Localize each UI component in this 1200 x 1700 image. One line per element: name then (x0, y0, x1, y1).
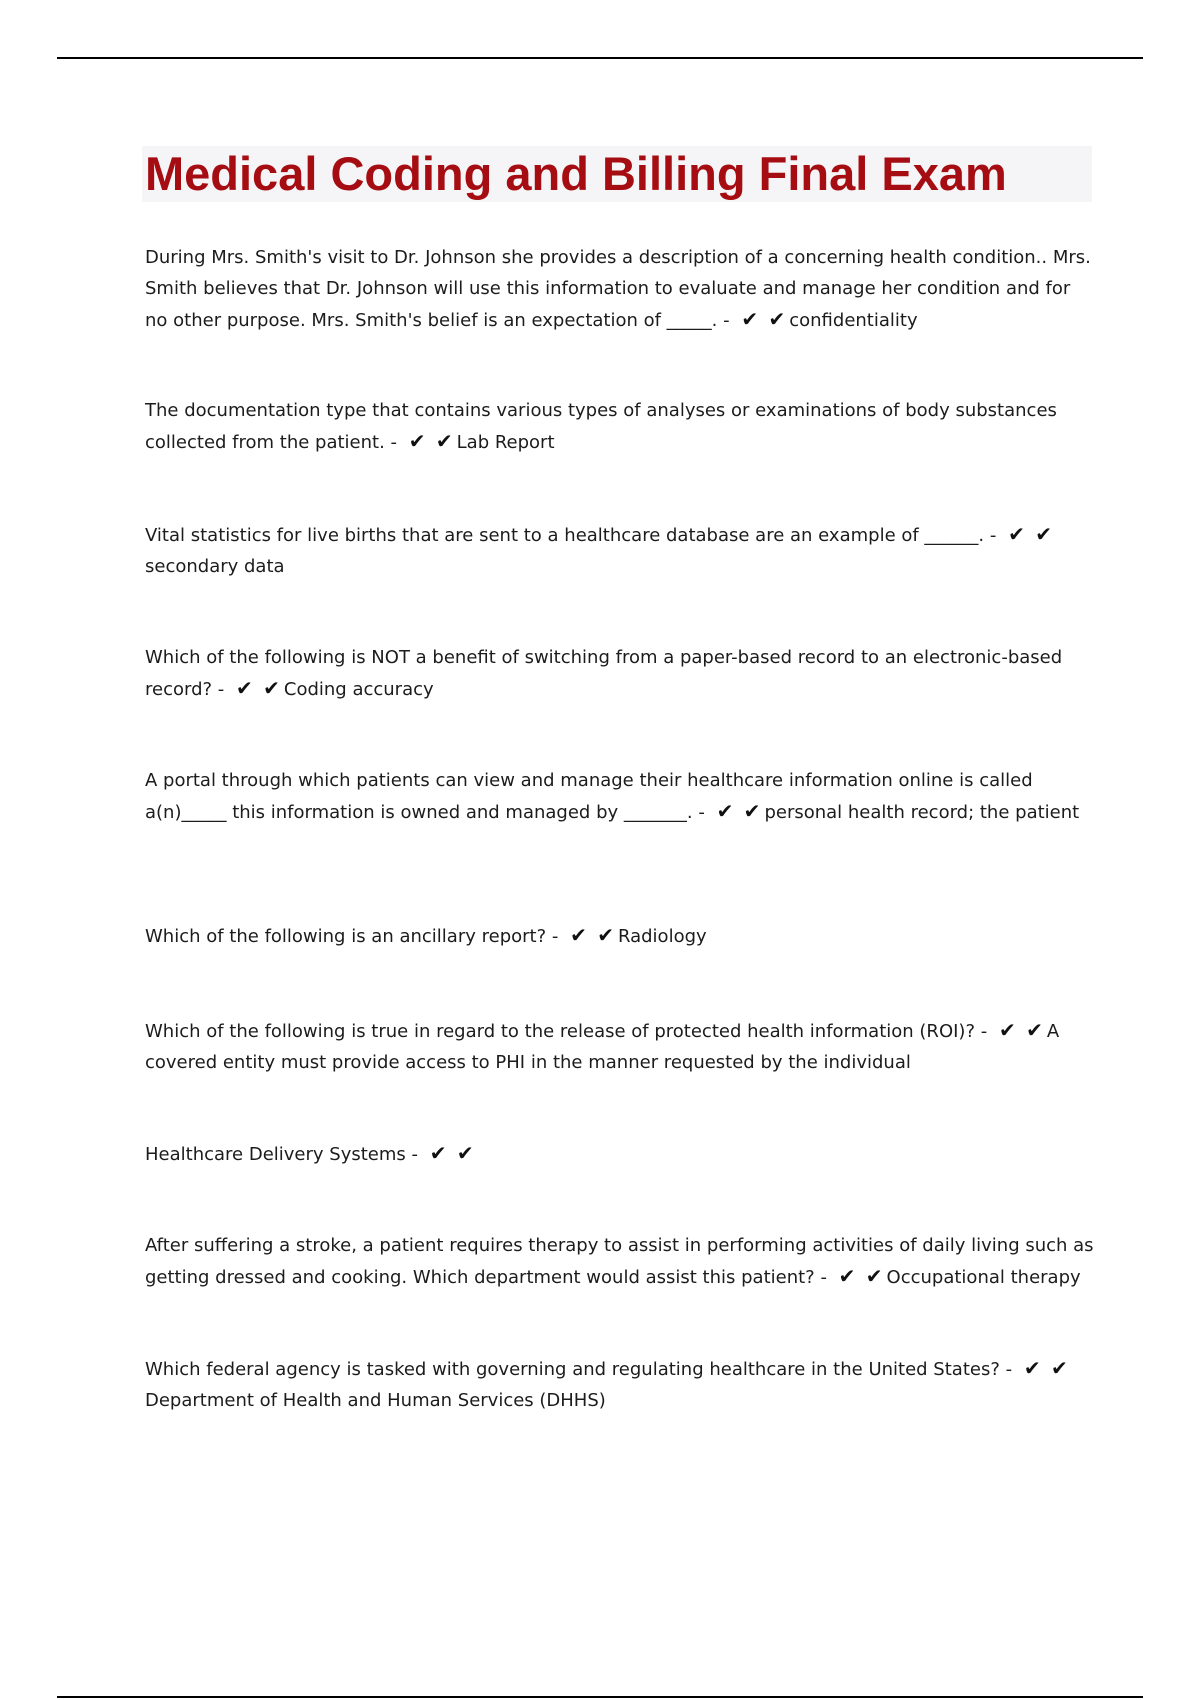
answer-text: confidentiality (789, 310, 918, 331)
qa-item-9 (145, 1230, 1095, 1293)
separator: - (212, 679, 231, 700)
answer-text: personal health record; the patient (764, 802, 1080, 823)
separator: - (814, 1267, 833, 1288)
qa-item-5 (145, 765, 1095, 828)
answer-text: Department of Health and Human Services (DHHS) (145, 1390, 606, 1411)
separator: - (692, 802, 711, 823)
question-text: After suffering a stroke, a patient requires therapy to assist in performing activities of daily living such as getting dressed and cooking. Which department would assist this patient? (145, 1235, 1094, 1288)
separator: - (546, 926, 565, 947)
document-title: Medical Coding and Billing Final Exam (145, 147, 1007, 200)
double-check-icon: ✔ ✔ (1008, 522, 1054, 546)
question-text: Healthcare Delivery Systems (145, 1144, 406, 1165)
double-check-icon: ✔ ✔ (236, 676, 282, 700)
double-check-icon: ✔ ✔ (1023, 1356, 1070, 1380)
bottom-rule (57, 1696, 1143, 1698)
question-text: Which of the following is an ancillary report? (145, 926, 547, 947)
answer-text: Occupational therapy (886, 1267, 1081, 1288)
separator: - (975, 1021, 993, 1042)
double-check-icon: ✔ ✔ (429, 1141, 476, 1165)
separator: - (405, 1144, 424, 1165)
qa-item-1 (145, 242, 1095, 336)
double-check-icon: ✔ ✔ (838, 1264, 885, 1288)
top-rule (57, 57, 1143, 59)
double-check-icon: ✔ ✔ (716, 799, 763, 823)
separator: - (384, 432, 403, 453)
qa-item-4 (145, 642, 1095, 705)
question-text: Vital statistics for live births that are sent to a healthcare database are an example of ______. (145, 525, 985, 546)
question-text: The documentation type that contains various types of analyses or examinations of body substances collected from the patient. (145, 400, 1057, 453)
answer-text: Radiology (617, 926, 707, 947)
answer-text: secondary data (145, 556, 285, 577)
answer-text: Coding accuracy (283, 679, 434, 700)
answer-text: A covered entity must provide access to PHI in the manner requested by the individual (145, 1021, 1060, 1073)
question-text: A portal through which patients can view and manage their healthcare information online is called a(n)_____ this information is owned and managed by _______. (145, 770, 1033, 823)
double-check-icon: ✔ ✔ (408, 429, 455, 453)
qa-item-10 (145, 1353, 1095, 1416)
question-text: During Mrs. Smith's visit to Dr. Johnson she provides a description of a concerning health condition.. Mrs. Smith believes that Dr. Johnson will use this information to evaluate and manage her condition and for no other purpose. Mrs. Smith's belief is an expectation of _____. (145, 247, 1091, 331)
question-text: Which federal agency is tasked with governing and regulating healthcare in the United States? (145, 1359, 1000, 1380)
separator: - (717, 310, 736, 331)
question-text: Which of the following is NOT a benefit of switching from a paper-based record to an electronic-based record? (145, 647, 1063, 700)
double-check-icon: ✔ ✔ (741, 307, 788, 331)
double-check-icon: ✔ ✔ (998, 1018, 1045, 1042)
qa-item-6 (145, 920, 1095, 952)
qa-item-8 (145, 1138, 1095, 1170)
qa-item-7 (145, 1015, 1095, 1078)
answer-text: Lab Report (456, 432, 555, 453)
question-text: Which of the following is true in regard to the release of protected health information (ROI)? (145, 1021, 975, 1042)
double-check-icon: ✔ ✔ (570, 923, 616, 947)
qa-item-2 (145, 395, 1095, 458)
separator: - (984, 525, 1003, 546)
separator: - (999, 1359, 1018, 1380)
qa-item-3 (145, 519, 1095, 582)
